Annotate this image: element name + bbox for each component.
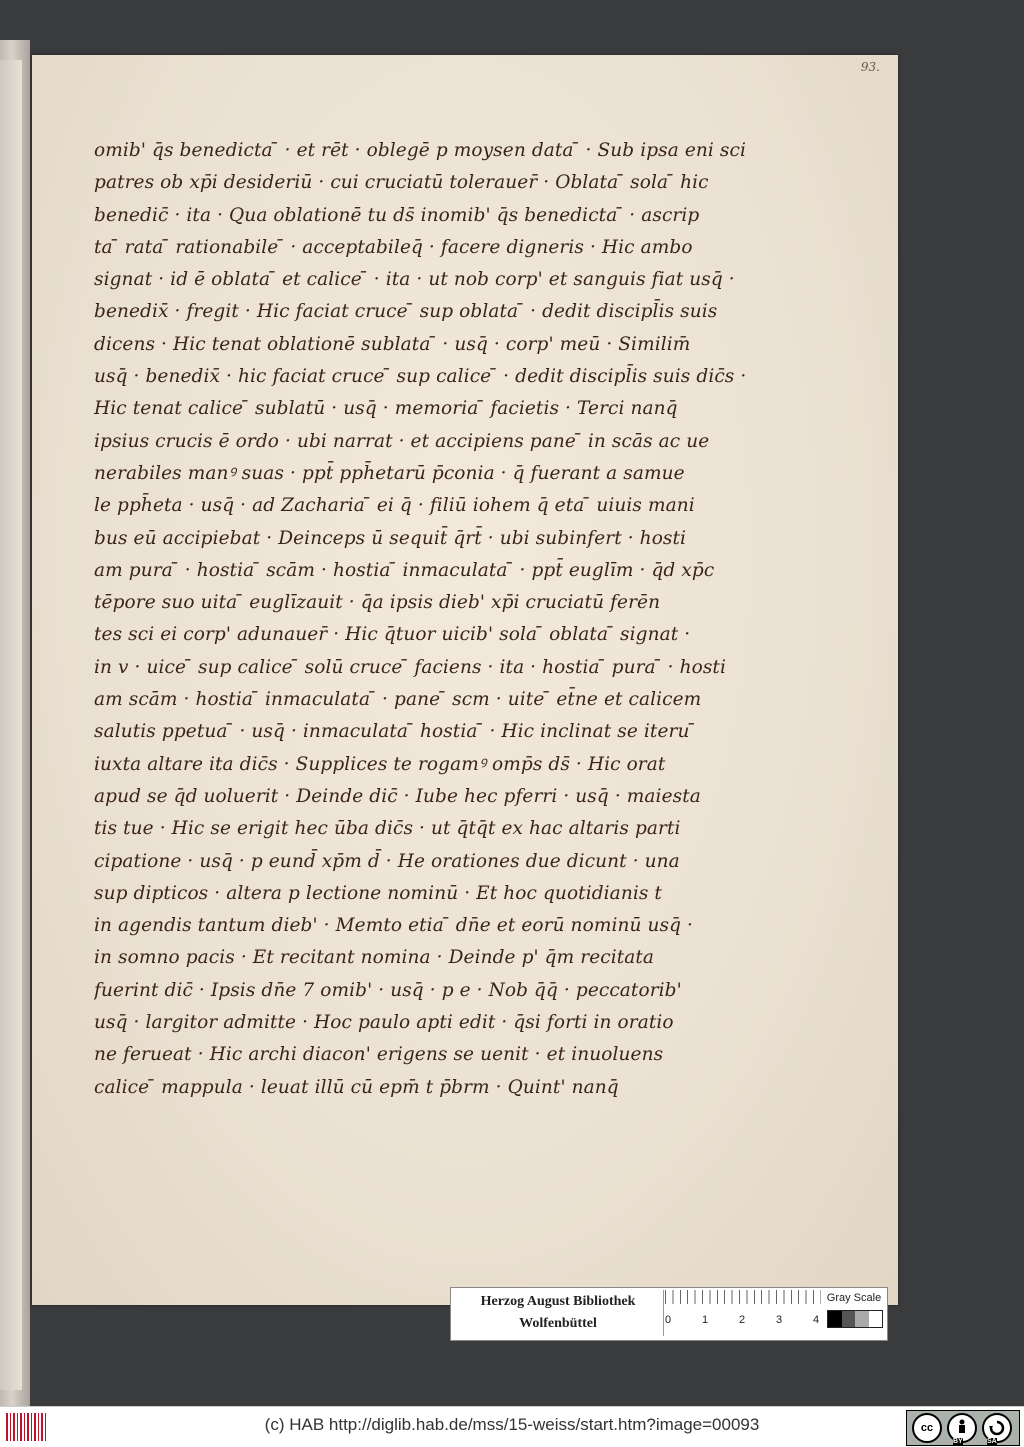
copyright-url[interactable]: (c) HAB http://diglib.hab.de/mss/15-weiss/start.htm?image=00093 bbox=[264, 1415, 760, 1434]
manuscript-line: signat · id ē oblata ̄ et calice ̄ · ita · ut nob corp' et sanguis fiat usq̄ · bbox=[94, 269, 735, 291]
manuscript-line: am pura ̄ · hostia ̄ scām · hostia ̄ inmaculata ̄ · ppt̄ euglīm · q̄d xp̄c bbox=[94, 559, 715, 581]
manuscript-page bbox=[32, 55, 898, 1305]
gray-swatch bbox=[842, 1311, 856, 1327]
manuscript-line: ne ferueat · Hic archi diacon' erigens se uenit · et inuoluens bbox=[94, 1044, 664, 1066]
manuscript-line: cipatione · usq̄ · p eund̄ xp̄m d̄ · He orationes due dicunt · una bbox=[94, 850, 680, 872]
manuscript-line: in agendis tantum dieb' · Memto etia ̄ dn̄e et eorū nominū usq̄ · bbox=[94, 915, 693, 937]
ruler-ticks bbox=[665, 1290, 821, 1304]
previous-page-leaf bbox=[0, 60, 22, 1390]
manuscript-line: in v · uice ̄ sup calice ̄ solū cruce ̄ faciens · ita · hostia ̄ pura ̄ · hosti bbox=[94, 656, 726, 678]
manuscript-line: apud se q̄d uoluerit · Deinde dic̄ · Iube hec pferri · usq̄ · maiesta bbox=[94, 785, 701, 807]
manuscript-line: in somno pacis · Et recitant nomina · Deinde p' q̄m recitata bbox=[94, 947, 655, 969]
ruler-number: 1 bbox=[702, 1314, 709, 1326]
manuscript-line: usq̄ · benedix̄ · hic faciat cruce ̄ sup calice ̄ · dedit discipl̄is suis dic̄s · bbox=[94, 366, 747, 388]
manuscript-line: le pph̄eta · usq̄ · ad Zacharia ̄ ei q̄ · filiū iohem q̄ eta ̄ uiuis mani bbox=[94, 495, 695, 517]
gray-swatch bbox=[855, 1311, 869, 1327]
manuscript-line: bus eū accipiebat · Deinceps ū sequit̄ q̄rt̄ · ubi subinfert · hosti bbox=[94, 527, 687, 549]
manuscript-line: sup dipticos · altera p lectione nominū · Et hoc quotidianis t bbox=[94, 882, 662, 904]
manuscript-line: omib' q̄s benedicta ̄ · et rēt · oblegē p moysen data ̄ · Sub ipsa eni sci bbox=[94, 140, 746, 161]
cc-sa-label: SA bbox=[987, 1438, 997, 1445]
ruler-number: 2 bbox=[739, 1314, 746, 1326]
manuscript-line: benedix̄ · fregit · Hic faciat cruce ̄ sup oblata ̄ · dedit discipl̄is suis bbox=[94, 301, 718, 323]
manuscript-line: Hic tenat calice ̄ sublatū · usq̄ · memoria ̄ facietis · Terci nanq̄ bbox=[94, 398, 678, 420]
manuscript-line: tēpore suo uita ̄ euglīzauit · q̄a ipsis dieb' xp̄i cruciatū ferēn bbox=[94, 592, 661, 614]
manuscript-line: am scām · hostia ̄ inmaculata ̄ · pane ̄ scm · uite ̄ et̄ne et calicem bbox=[94, 689, 702, 711]
manuscript-line: tes sci ei corp' adunauer̄ · Hic q̄tuor uicib' sola ̄ oblata ̄ signat · bbox=[94, 624, 691, 646]
gray-swatches bbox=[827, 1310, 883, 1328]
manuscript-text bbox=[94, 135, 784, 1104]
folio-number: 93. bbox=[860, 60, 880, 74]
library-name bbox=[453, 1290, 664, 1336]
gray-swatch bbox=[869, 1311, 883, 1327]
library-name-line2: Wolfenbüttel bbox=[519, 1316, 597, 1331]
cc-icon: cc bbox=[912, 1413, 942, 1443]
gray-scale bbox=[823, 1290, 885, 1336]
manuscript-line: tis tue · Hic se erigit hec ūba dic̄s · ut q̄tq̄t ex hac altaris parti bbox=[94, 818, 681, 840]
ruler-number: 4 bbox=[813, 1314, 820, 1326]
manuscript-line: usq̄ · largitor admitte · Hoc paulo apti edit · q̄si forti in oratio bbox=[94, 1012, 674, 1034]
library-name-line1: Herzog August Bibliothek bbox=[480, 1294, 636, 1309]
hab-color-card bbox=[450, 1287, 888, 1341]
manuscript-line: fuerint dic̄ · Ipsis dn̄e 7 omib' · usq̄ · p e · Nob q̄q̄ · peccatorib' bbox=[94, 979, 682, 1001]
cm-ruler bbox=[665, 1290, 821, 1336]
gray-scale-label: Gray Scale bbox=[826, 1292, 882, 1304]
footer-bar bbox=[0, 1406, 1024, 1447]
cc-license-badge[interactable] bbox=[906, 1410, 1020, 1446]
manuscript-line: dicens · Hic tenat oblationē sublata ̄ · usq̄ · corp' meū · Similim̄ bbox=[94, 333, 691, 355]
manuscript-line: ipsius crucis ē ordo · ubi narrat · et accipiens pane ̄ in scās ac ue bbox=[94, 430, 710, 452]
ruler-number: 0 bbox=[665, 1314, 672, 1326]
manuscript-line: calice ̄ mappula · leuat illū cū epm̄ t p̄brm · Quint' nanq̄ bbox=[94, 1076, 619, 1098]
manuscript-line: salutis ppetua ̄ · usq̄ · inmaculata ̄ hostia ̄ · Hic inclinat se iteru ̄ bbox=[94, 721, 696, 743]
gray-swatch bbox=[828, 1311, 842, 1327]
manuscript-line: benedic̄ · ita · Qua oblationē tu ds̄ inomib' q̄s benedicta ̄ · ascrip bbox=[94, 204, 700, 226]
manuscript-line: patres ob xp̄i desideriū · cui cruciatū tolerauer̄ · Oblata ̄ sola ̄ hic bbox=[94, 172, 709, 194]
manuscript-line: ta ̄ rata ̄ rationabile ̄ · acceptabileq̄ · facere digneris · Hic ambo bbox=[94, 236, 693, 258]
cc-by-label: BY bbox=[953, 1438, 963, 1445]
ruler-number: 3 bbox=[776, 1314, 783, 1326]
manuscript-line: iuxta altare ita dic̄s · Supplices te rogamꝰ omp̄s ds̄ · Hic orat bbox=[94, 753, 666, 775]
manuscript-line: nerabiles manꝰ suas · ppt̄ pph̄etarū p̄conia · q̄ fuerant a samue bbox=[94, 462, 685, 484]
